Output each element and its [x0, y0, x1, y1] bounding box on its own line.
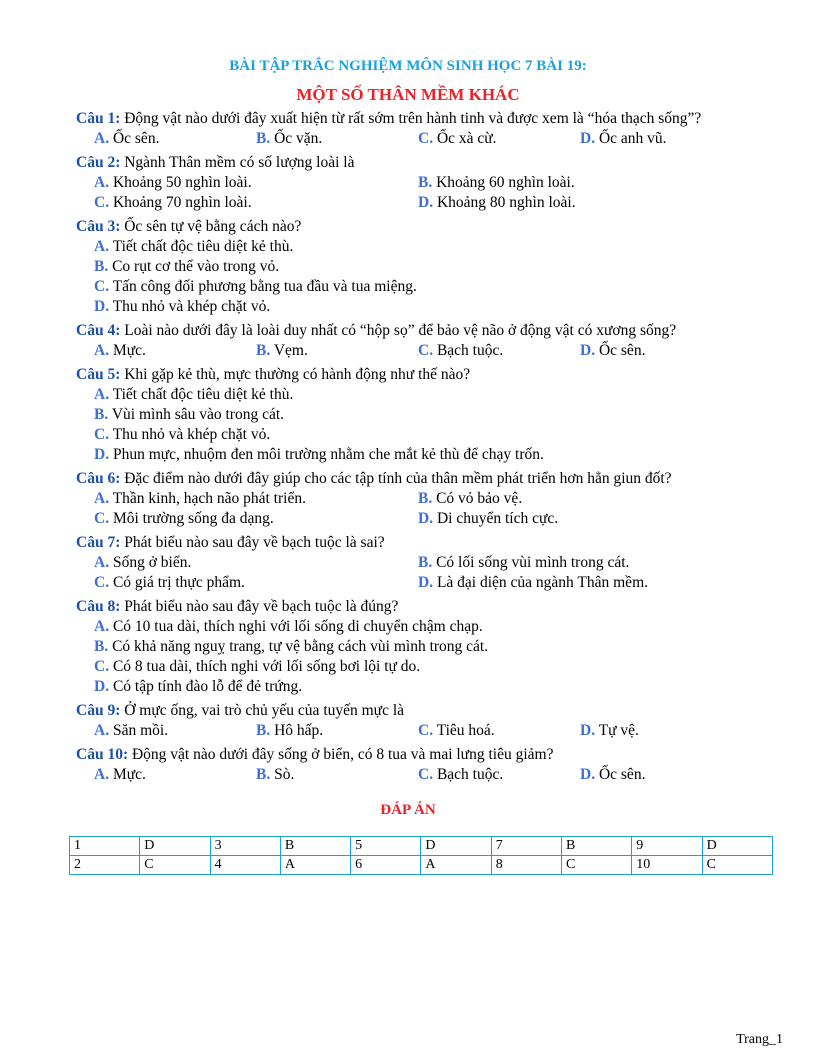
option-c: C. Có 8 tua dài, thích nghi với lối sống bơi lội tự do.	[94, 658, 421, 675]
question-6	[76, 469, 786, 529]
option-d: D. Di chuyển tích cực.	[418, 510, 559, 527]
question-text: Phát biểu nào sau đây về bạch tuộc là đúng?	[124, 598, 399, 615]
option-b: B. Hô hấp.	[256, 722, 324, 739]
option-c: C. Có giá trị thực phẩm.	[94, 574, 245, 591]
option-a: A. Ốc sên.	[94, 130, 160, 147]
option-a: A. Mực.	[94, 766, 146, 783]
option-d: D. Là đại diện của ngành Thân mềm.	[418, 574, 648, 591]
question-text: Ở mực ống, vai trò chủ yếu của tuyến mực là	[124, 702, 405, 719]
question-8	[76, 597, 786, 697]
table-cell: 7	[491, 837, 561, 856]
question-number: Câu 2:	[76, 154, 121, 171]
question-9	[76, 701, 786, 741]
answer-title: ĐÁP ÁN	[380, 802, 436, 818]
question-5	[76, 365, 786, 465]
title-line-1: BÀI TẬP TRẮC NGHIỆM MÔN SINH HỌC 7 BÀI 19:	[229, 58, 587, 74]
table-cell: A	[421, 856, 491, 875]
question-text: Động vật nào dưới đây sống ở biển, có 8 tua và mai lưng tiêu giảm?	[131, 746, 554, 763]
question-text: Khi gặp kẻ thù, mực thường có hành động như thế nào?	[124, 366, 471, 383]
option-c: C. Ốc xà cừ.	[418, 130, 497, 147]
table-cell: 10	[632, 856, 702, 875]
option-a: A. Tiết chất độc tiêu diệt kẻ thù.	[94, 238, 294, 255]
option-d: D. Ốc sên.	[580, 342, 646, 359]
question-number: Câu 1:	[76, 110, 121, 127]
option-b: B. Có lối sống vùi mình trong cát.	[418, 554, 630, 571]
question-text: Động vật nào dưới đây xuất hiện từ rất sớm trên hành tinh và được xem là “hóa thạch sống”?	[124, 110, 702, 127]
option-d: D. Ốc anh vũ.	[580, 130, 667, 147]
answer-table	[69, 836, 773, 875]
question-number: Câu 5:	[76, 366, 121, 383]
option-a: A. Sống ở biển.	[94, 554, 192, 571]
option-a: A. Mực.	[94, 342, 146, 359]
option-c: C. Thu nhỏ và khép chặt vỏ.	[94, 426, 271, 443]
title-line-2: MỘT SỐ THÂN MỀM KHÁC	[296, 85, 520, 104]
question-1	[76, 109, 786, 149]
table-cell: D	[421, 837, 491, 856]
table-cell: C	[561, 856, 631, 875]
option-b: B. Co rụt cơ thể vào trong vỏ.	[94, 258, 280, 275]
question-number: Câu 6:	[76, 470, 121, 487]
option-b: B. Ốc vặn.	[256, 130, 323, 147]
option-c: C. Bạch tuộc.	[418, 342, 504, 359]
option-b: B. Khoảng 60 nghìn loài.	[418, 174, 575, 191]
question-text: Phát biểu nào sau đây về bạch tuộc là sai?	[124, 534, 385, 551]
question-number: Câu 7:	[76, 534, 121, 551]
option-d: D. Tự vệ.	[580, 722, 639, 739]
option-c: C. Tiêu hoá.	[418, 722, 495, 739]
table-cell: B	[280, 837, 350, 856]
question-10	[76, 745, 786, 785]
table-cell: C	[140, 856, 210, 875]
option-b: B. Có vỏ bảo vệ.	[418, 490, 523, 507]
option-a: A. Tiết chất độc tiêu diệt kẻ thù.	[94, 386, 294, 403]
option-b: B. Vùi mình sâu vào trong cát.	[94, 406, 285, 423]
option-d: D. Có tập tính đào lỗ để đẻ trứng.	[94, 678, 303, 695]
option-d: D. Thu nhỏ và khép chặt vỏ.	[94, 298, 271, 315]
table-row	[70, 837, 773, 856]
table-cell: B	[561, 837, 631, 856]
table-cell: D	[140, 837, 210, 856]
option-d: D. Ốc sên.	[580, 766, 646, 783]
table-cell: 4	[210, 856, 280, 875]
question-text: Đặc điểm nào dưới đây giúp cho các tập tính của thân mềm phát triển hơn hẳn giun đốt?	[124, 470, 672, 487]
table-cell: 8	[491, 856, 561, 875]
table-cell: 5	[351, 837, 421, 856]
question-number: Câu 10:	[76, 746, 129, 763]
option-b: B. Sò.	[256, 766, 295, 783]
question-list	[76, 109, 786, 785]
question-number: Câu 3:	[76, 218, 121, 235]
table-cell: 2	[70, 856, 140, 875]
option-c: C. Tấn công đối phương bằng tua đầu và tua miệng.	[94, 278, 417, 295]
option-d: D. Khoảng 80 nghìn loài.	[418, 194, 576, 211]
table-cell: A	[280, 856, 350, 875]
question-text: Loài nào dưới đây là loài duy nhất có “hộp sọ” để bảo vệ não ở động vật có xương sống?	[124, 322, 677, 339]
option-a: A. Săn mồi.	[94, 722, 169, 739]
option-c: C. Khoảng 70 nghìn loài.	[94, 194, 252, 211]
option-c: C. Bạch tuộc.	[418, 766, 504, 783]
question-text: Ngành Thân mềm có số lượng loài là	[124, 154, 355, 171]
option-a: A. Có 10 tua dài, thích nghi với lối sống di chuyển chậm chạp.	[94, 618, 483, 635]
question-4	[76, 321, 786, 361]
option-a: A. Thần kinh, hạch não phát triển.	[94, 490, 306, 507]
option-c: C. Môi trường sống đa dạng.	[94, 510, 274, 527]
question-number: Câu 4:	[76, 322, 121, 339]
question-3	[76, 217, 786, 317]
question-number: Câu 8:	[76, 598, 121, 615]
table-cell: 6	[351, 856, 421, 875]
table-row	[70, 856, 773, 875]
option-d: D. Phun mực, nhuộm đen môi trường nhằm che mắt kẻ thù để chạy trốn.	[94, 446, 544, 463]
question-2	[76, 153, 786, 213]
table-cell: 3	[210, 837, 280, 856]
page-number: Trang_1	[736, 1032, 783, 1047]
table-cell: 9	[632, 837, 702, 856]
question-number: Câu 9:	[76, 702, 121, 719]
option-a: A. Khoảng 50 nghìn loài.	[94, 174, 252, 191]
question-text: Ốc sên tự vệ bằng cách nào?	[124, 218, 302, 235]
option-b: B. Vẹm.	[256, 342, 308, 359]
table-cell: D	[702, 837, 772, 856]
table-cell: 1	[70, 837, 140, 856]
option-b: B. Có khả năng nguỵ trang, tự vệ bằng cách vùi mình trong cát.	[94, 638, 489, 655]
table-cell: C	[702, 856, 772, 875]
question-7	[76, 533, 786, 593]
